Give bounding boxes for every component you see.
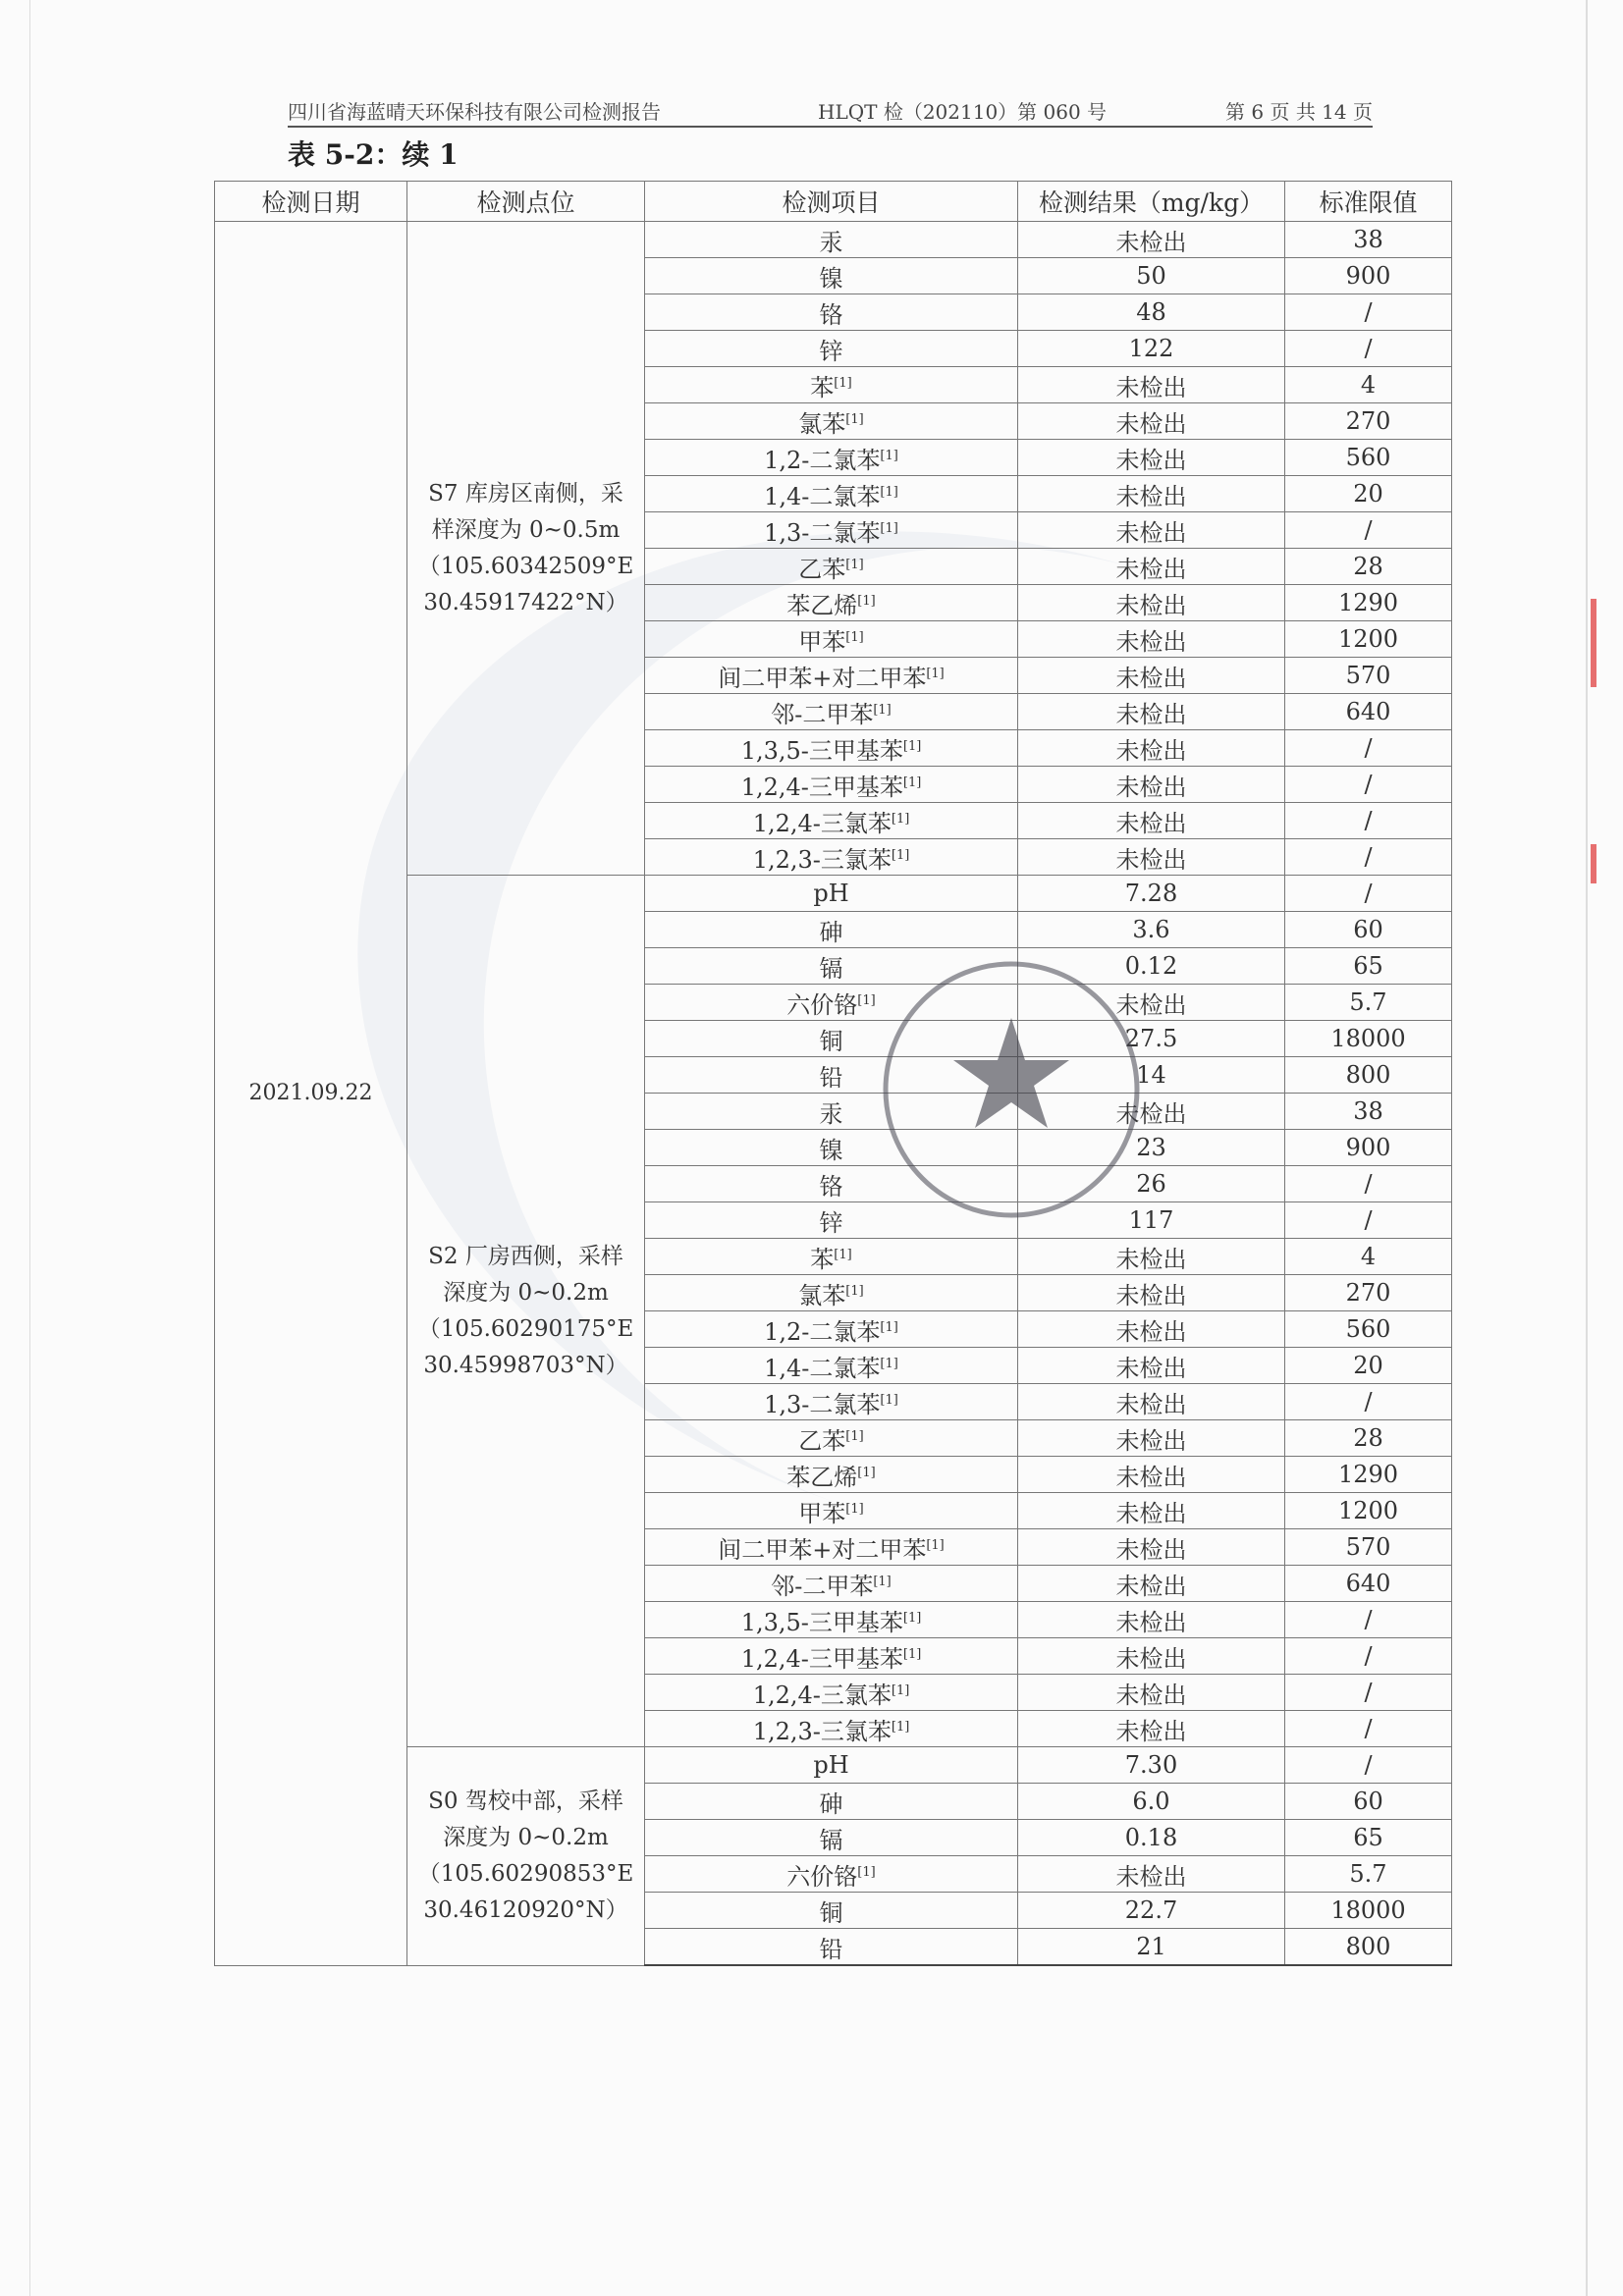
item-cell xyxy=(645,1711,1018,1747)
limit-cell: 18000 xyxy=(1285,1893,1452,1929)
result-cell: 未检出 xyxy=(1018,1711,1285,1747)
item-name: 铬 xyxy=(819,300,843,329)
footnote-mark: [1] xyxy=(880,1356,898,1371)
site-line: （105.60342509°E xyxy=(417,553,634,579)
limit-cell: 560 xyxy=(1285,440,1452,476)
result-cell: 未检出 xyxy=(1018,1384,1285,1420)
column-header-limit: 标准限值 xyxy=(1285,182,1452,222)
result-cell: 未检出 xyxy=(1018,1529,1285,1566)
page-edge-left xyxy=(29,0,30,2296)
item-name: 镉 xyxy=(819,1826,843,1854)
result-cell: 未检出 xyxy=(1018,585,1285,621)
item-name: 1,2-二氯苯 xyxy=(764,1317,881,1346)
result-cell: 未检出 xyxy=(1018,803,1285,839)
item-name: 1,2,4-三氯苯 xyxy=(752,809,892,837)
limit-cell: / xyxy=(1285,1202,1452,1239)
footnote-mark: [1] xyxy=(857,593,876,609)
item-cell xyxy=(645,294,1018,331)
result-cell: 未检出 xyxy=(1018,1856,1285,1893)
item-cell xyxy=(645,1457,1018,1493)
item-cell xyxy=(645,476,1018,512)
table-header-row xyxy=(215,182,1452,222)
limit-cell: 1200 xyxy=(1285,1493,1452,1529)
result-cell: 6.0 xyxy=(1018,1784,1285,1820)
limit-cell: 270 xyxy=(1285,403,1452,440)
result-cell: 0.18 xyxy=(1018,1820,1285,1856)
footnote-mark: [1] xyxy=(891,811,910,827)
footnote-mark: [1] xyxy=(845,1501,864,1517)
item-cell xyxy=(645,1493,1018,1529)
item-name: 苯乙烯 xyxy=(786,591,858,619)
footnote-mark: [1] xyxy=(926,666,945,681)
item-name: 铜 xyxy=(819,1027,843,1055)
footnote-mark: [1] xyxy=(834,375,852,391)
site-line: 样深度为 0~0.5m xyxy=(431,516,621,543)
item-cell xyxy=(645,1311,1018,1348)
item-name: 1,2,4-三甲基苯 xyxy=(740,773,903,801)
item-cell xyxy=(645,1094,1018,1130)
limit-cell: / xyxy=(1285,1602,1452,1638)
header-report-number: HLQT 检（202110）第 060 号 xyxy=(818,100,1108,124)
site-cell xyxy=(407,876,645,1747)
item-cell xyxy=(645,222,1018,258)
limit-cell: / xyxy=(1285,876,1452,912)
result-cell: 7.30 xyxy=(1018,1747,1285,1784)
result-cell: 未检出 xyxy=(1018,694,1285,730)
result-cell: 未检出 xyxy=(1018,512,1285,549)
limit-cell: / xyxy=(1285,1166,1452,1202)
item-name: 砷 xyxy=(819,918,843,946)
limit-cell: / xyxy=(1285,1638,1452,1675)
result-cell: 未检出 xyxy=(1018,1275,1285,1311)
item-name: 1,2,4-三甲基苯 xyxy=(740,1644,903,1673)
site-line: 深度为 0~0.2m xyxy=(443,1824,609,1850)
footnote-mark: [1] xyxy=(880,1392,898,1408)
limit-cell: 560 xyxy=(1285,1311,1452,1348)
item-cell xyxy=(645,1820,1018,1856)
item-cell xyxy=(645,876,1018,912)
result-cell: 未检出 xyxy=(1018,549,1285,585)
item-cell xyxy=(645,1348,1018,1384)
item-name: 1,3-二氯苯 xyxy=(764,1390,881,1418)
item-name: 1,2,3-三氯苯 xyxy=(752,845,892,874)
result-cell: 未检出 xyxy=(1018,1675,1285,1711)
item-name: 1,3,5-三甲基苯 xyxy=(740,736,903,765)
result-cell: 未检出 xyxy=(1018,440,1285,476)
result-cell: 23 xyxy=(1018,1130,1285,1166)
result-cell: 未检出 xyxy=(1018,767,1285,803)
footnote-mark: [1] xyxy=(880,484,898,500)
item-cell xyxy=(645,1747,1018,1784)
report-header xyxy=(288,96,1373,128)
result-cell: 未检出 xyxy=(1018,1420,1285,1457)
result-cell: 3.6 xyxy=(1018,912,1285,948)
result-cell: 未检出 xyxy=(1018,730,1285,767)
site-line: （105.60290175°E xyxy=(417,1315,634,1342)
item-name: 氯苯 xyxy=(798,409,846,438)
result-cell: 117 xyxy=(1018,1202,1285,1239)
limit-cell: 38 xyxy=(1285,222,1452,258)
limit-cell: 5.7 xyxy=(1285,1856,1452,1893)
item-name: 汞 xyxy=(819,228,843,256)
item-name: 甲苯 xyxy=(798,1499,846,1527)
item-name: 苯乙烯 xyxy=(786,1463,858,1491)
limit-cell: 570 xyxy=(1285,658,1452,694)
item-name: 砷 xyxy=(819,1789,843,1818)
item-name: 1,3,5-三甲基苯 xyxy=(740,1608,903,1636)
item-name: 间二甲苯+对二甲苯 xyxy=(718,1535,927,1564)
item-cell xyxy=(645,1166,1018,1202)
footnote-mark: [1] xyxy=(880,520,898,536)
result-cell: 122 xyxy=(1018,331,1285,367)
item-cell xyxy=(645,1566,1018,1602)
column-header-item: 检测项目 xyxy=(645,182,1018,222)
footnote-mark: [1] xyxy=(891,847,910,863)
result-cell: 未检出 xyxy=(1018,1457,1285,1493)
limit-cell: 28 xyxy=(1285,1420,1452,1457)
item-cell xyxy=(645,1675,1018,1711)
result-cell: 27.5 xyxy=(1018,1021,1285,1057)
footnote-mark: [1] xyxy=(834,1247,852,1262)
site-line: 30.45917422°N） xyxy=(423,589,628,615)
item-cell xyxy=(645,912,1018,948)
item-cell xyxy=(645,1384,1018,1420)
side-mark xyxy=(1591,599,1596,687)
item-cell xyxy=(645,839,1018,876)
item-name: 铜 xyxy=(819,1898,843,1927)
result-cell: 未检出 xyxy=(1018,839,1285,876)
item-name: 苯 xyxy=(810,373,835,401)
header-company: 四川省海蓝晴天环保科技有限公司检测报告 xyxy=(288,100,661,124)
footnote-mark: [1] xyxy=(880,448,898,463)
item-name: 1,3-二氯苯 xyxy=(764,518,881,547)
item-cell xyxy=(645,1602,1018,1638)
footnote-mark: [1] xyxy=(857,1864,876,1880)
footnote-mark: [1] xyxy=(891,1682,910,1698)
item-cell xyxy=(645,658,1018,694)
limit-cell: / xyxy=(1285,1384,1452,1420)
page-edge-right xyxy=(1586,0,1588,2296)
item-name: 镍 xyxy=(819,264,843,293)
item-cell xyxy=(645,585,1018,621)
limit-cell: 28 xyxy=(1285,549,1452,585)
limit-cell: / xyxy=(1285,331,1452,367)
result-cell: 未检出 xyxy=(1018,476,1285,512)
result-cell: 未检出 xyxy=(1018,1239,1285,1275)
item-cell xyxy=(645,767,1018,803)
site-cell xyxy=(407,222,645,876)
item-name: 六价铬 xyxy=(786,990,858,1019)
footnote-mark: [1] xyxy=(845,557,864,572)
item-name: 间二甲苯+对二甲苯 xyxy=(718,664,927,692)
limit-cell: 20 xyxy=(1285,476,1452,512)
limit-cell: 900 xyxy=(1285,258,1452,294)
item-cell xyxy=(645,1420,1018,1457)
footnote-mark: [1] xyxy=(857,1465,876,1480)
limit-cell: / xyxy=(1285,1675,1452,1711)
footnote-mark: [1] xyxy=(873,702,892,718)
item-cell xyxy=(645,1239,1018,1275)
result-cell: 7.28 xyxy=(1018,876,1285,912)
item-cell xyxy=(645,403,1018,440)
item-cell xyxy=(645,1021,1018,1057)
item-cell xyxy=(645,1057,1018,1094)
result-cell: 未检出 xyxy=(1018,1602,1285,1638)
result-cell: 未检出 xyxy=(1018,1348,1285,1384)
item-cell xyxy=(645,1638,1018,1675)
item-cell xyxy=(645,694,1018,730)
result-cell: 21 xyxy=(1018,1929,1285,1966)
limit-cell: / xyxy=(1285,839,1452,876)
item-cell xyxy=(645,985,1018,1021)
item-name: 苯 xyxy=(810,1245,835,1273)
header-page-number: 第 6 页 共 14 页 xyxy=(1225,100,1373,124)
limit-cell: 5.7 xyxy=(1285,985,1452,1021)
item-name: 镉 xyxy=(819,954,843,983)
footnote-mark: [1] xyxy=(845,1428,864,1444)
footnote-mark: [1] xyxy=(902,1646,922,1662)
limit-cell: 4 xyxy=(1285,367,1452,403)
result-cell: 0.12 xyxy=(1018,948,1285,985)
footnote-mark: [1] xyxy=(845,629,864,645)
limit-cell: 18000 xyxy=(1285,1021,1452,1057)
item-name: 铅 xyxy=(819,1935,843,1963)
limit-cell: 1290 xyxy=(1285,1457,1452,1493)
limit-cell: 640 xyxy=(1285,694,1452,730)
result-cell: 未检出 xyxy=(1018,1094,1285,1130)
item-cell xyxy=(645,730,1018,767)
item-cell xyxy=(645,367,1018,403)
item-cell xyxy=(645,1856,1018,1893)
item-cell xyxy=(645,1529,1018,1566)
site-cell xyxy=(407,1747,645,1966)
item-name: 1,2,3-三氯苯 xyxy=(752,1717,892,1745)
item-cell xyxy=(645,1929,1018,1966)
column-header-date: 检测日期 xyxy=(215,182,407,222)
limit-cell: 270 xyxy=(1285,1275,1452,1311)
result-cell: 未检出 xyxy=(1018,403,1285,440)
item-cell xyxy=(645,948,1018,985)
footnote-mark: [1] xyxy=(873,1574,892,1589)
date-cell: 2021.09.22 xyxy=(215,222,407,1966)
item-name: 1,2,4-三氯苯 xyxy=(752,1681,892,1709)
result-cell: 未检出 xyxy=(1018,222,1285,258)
limit-cell: 65 xyxy=(1285,1820,1452,1856)
result-cell: 未检出 xyxy=(1018,621,1285,658)
limit-cell: / xyxy=(1285,730,1452,767)
site-line: （105.60290853°E xyxy=(417,1860,634,1887)
site-line: S2 厂房西侧，采样 xyxy=(428,1243,623,1269)
result-cell: 50 xyxy=(1018,258,1285,294)
item-name: 锌 xyxy=(819,337,843,365)
item-cell xyxy=(645,1202,1018,1239)
limit-cell: 570 xyxy=(1285,1529,1452,1566)
item-name: 镍 xyxy=(819,1136,843,1164)
footnote-mark: [1] xyxy=(891,1719,910,1735)
limit-cell: 1290 xyxy=(1285,585,1452,621)
limit-cell: 4 xyxy=(1285,1239,1452,1275)
item-name: 六价铬 xyxy=(786,1862,858,1891)
result-cell: 48 xyxy=(1018,294,1285,331)
result-cell: 未检出 xyxy=(1018,1566,1285,1602)
item-cell xyxy=(645,440,1018,476)
item-name: 铬 xyxy=(819,1172,843,1201)
limit-cell: / xyxy=(1285,1747,1452,1784)
side-mark xyxy=(1591,844,1596,883)
results-table xyxy=(214,181,1452,1966)
footnote-mark: [1] xyxy=(902,1610,922,1626)
item-cell xyxy=(645,1130,1018,1166)
item-cell xyxy=(645,331,1018,367)
item-cell xyxy=(645,549,1018,585)
footnote-mark: [1] xyxy=(902,738,922,754)
item-name: 甲苯 xyxy=(798,627,846,656)
item-name: 邻-二甲苯 xyxy=(771,700,874,728)
item-cell xyxy=(645,803,1018,839)
result-cell: 未检出 xyxy=(1018,658,1285,694)
site-line: 深度为 0~0.2m xyxy=(443,1279,609,1306)
column-header-site: 检测点位 xyxy=(407,182,645,222)
footnote-mark: [1] xyxy=(880,1319,898,1335)
item-name: pH xyxy=(813,1751,849,1779)
item-cell xyxy=(645,1275,1018,1311)
column-header-result: 检测结果（mg/kg） xyxy=(1018,182,1285,222)
item-name: 邻-二甲苯 xyxy=(771,1572,874,1600)
limit-cell: 640 xyxy=(1285,1566,1452,1602)
limit-cell: / xyxy=(1285,803,1452,839)
site-line: S0 驾校中部，采样 xyxy=(428,1788,623,1814)
limit-cell: 20 xyxy=(1285,1348,1452,1384)
table-row xyxy=(215,222,1452,258)
limit-cell: 1200 xyxy=(1285,621,1452,658)
item-name: 1,4-二氯苯 xyxy=(764,482,881,510)
limit-cell: 800 xyxy=(1285,1929,1452,1966)
limit-cell: 900 xyxy=(1285,1130,1452,1166)
footnote-mark: [1] xyxy=(845,1283,864,1299)
item-cell xyxy=(645,258,1018,294)
item-name: 乙苯 xyxy=(798,1426,846,1455)
limit-cell: 60 xyxy=(1285,912,1452,948)
item-cell xyxy=(645,1893,1018,1929)
footnote-mark: [1] xyxy=(902,774,922,790)
item-cell xyxy=(645,1784,1018,1820)
limit-cell: 38 xyxy=(1285,1094,1452,1130)
limit-cell: / xyxy=(1285,767,1452,803)
item-name: 乙苯 xyxy=(798,555,846,583)
result-cell: 22.7 xyxy=(1018,1893,1285,1929)
item-cell xyxy=(645,512,1018,549)
limit-cell: / xyxy=(1285,294,1452,331)
limit-cell: 65 xyxy=(1285,948,1452,985)
site-line: 30.45998703°N） xyxy=(423,1352,628,1378)
item-name: 氯苯 xyxy=(798,1281,846,1309)
result-cell: 26 xyxy=(1018,1166,1285,1202)
limit-cell: 60 xyxy=(1285,1784,1452,1820)
result-cell: 未检出 xyxy=(1018,1638,1285,1675)
footnote-mark: [1] xyxy=(857,992,876,1008)
footnote-mark: [1] xyxy=(926,1537,945,1553)
result-cell: 未检出 xyxy=(1018,1311,1285,1348)
item-name: 铅 xyxy=(819,1063,843,1092)
item-name: 1,4-二氯苯 xyxy=(764,1354,881,1382)
item-cell xyxy=(645,621,1018,658)
site-line: S7 库房区南侧，采 xyxy=(428,480,623,507)
item-name: 锌 xyxy=(819,1208,843,1237)
item-name: 汞 xyxy=(819,1099,843,1128)
limit-cell: 800 xyxy=(1285,1057,1452,1094)
item-name: 1,2-二氯苯 xyxy=(764,446,881,474)
result-cell: 未检出 xyxy=(1018,1493,1285,1529)
result-cell: 14 xyxy=(1018,1057,1285,1094)
result-cell: 未检出 xyxy=(1018,367,1285,403)
result-cell: 未检出 xyxy=(1018,985,1285,1021)
footnote-mark: [1] xyxy=(845,411,864,427)
site-line: 30.46120920°N） xyxy=(423,1896,628,1923)
limit-cell: / xyxy=(1285,512,1452,549)
item-name: pH xyxy=(813,880,849,907)
table-title: 表 5-2：续 1 xyxy=(288,138,459,171)
limit-cell: / xyxy=(1285,1711,1452,1747)
